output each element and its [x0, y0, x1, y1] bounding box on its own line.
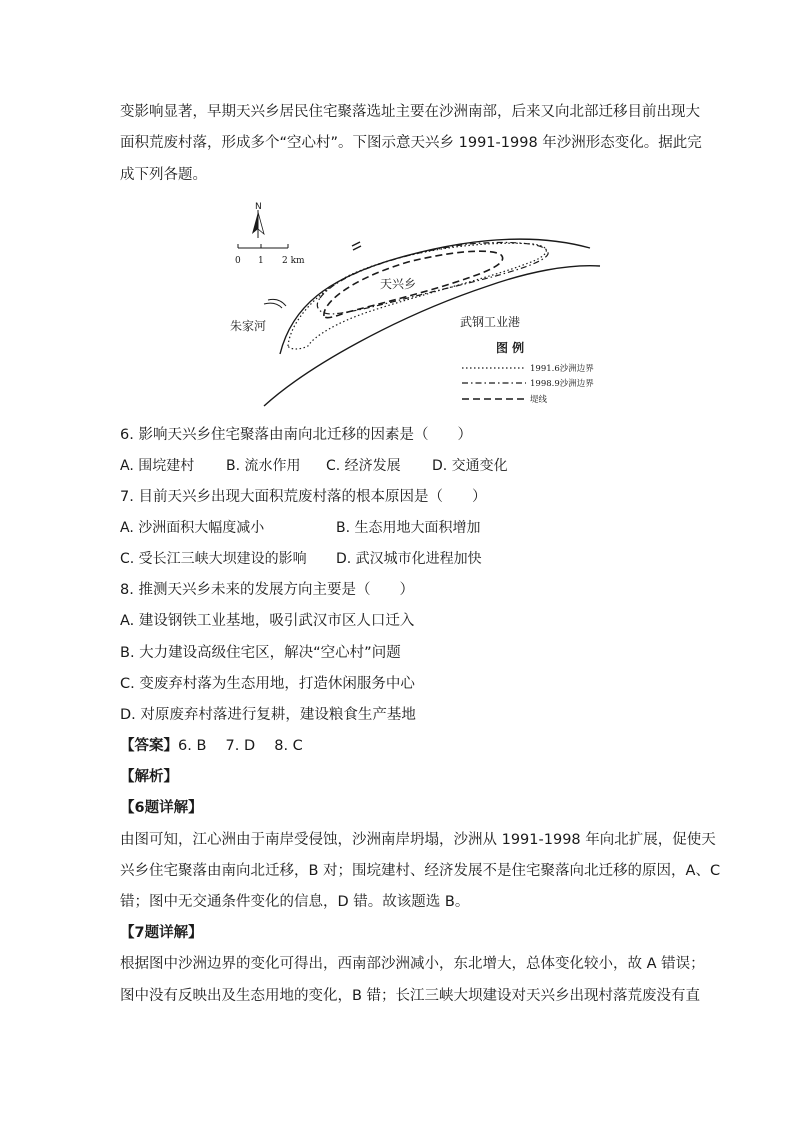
analysis-label: 【解析】 — [120, 769, 178, 785]
q7-detail-line-2: 图中没有反映出及生态用地的变化，B 错；长江三峡大坝建设对天兴乡出现村落荒废没有直 — [120, 988, 701, 1004]
legend-title: 图 例 — [496, 341, 525, 355]
question-7-options-row-1 — [120, 518, 481, 538]
map-legend — [462, 340, 594, 405]
north-arrow-icon — [252, 210, 264, 238]
answer-label: 【答案】 — [120, 738, 178, 754]
sandbar-map — [228, 196, 620, 410]
legend-item-1998: 1998.9沙洲边界 — [530, 379, 594, 389]
q7-detail-label: 【7题详解】 — [120, 925, 203, 941]
legend-item-dike: 堤线 — [530, 395, 548, 405]
sandbar-map-figure — [228, 196, 620, 410]
north-label: N — [255, 202, 262, 212]
answer-line — [120, 736, 690, 756]
q8-option-c: C. 变废弃村落为生态用地，打造休闲服务中心 — [120, 676, 415, 692]
dike-mark — [352, 242, 361, 250]
q7-option-c: C. 受长江三峡大坝建设的影响 — [120, 551, 307, 567]
label-zhujiahe: 朱家河 — [230, 319, 267, 333]
question-7-options-row-2 — [120, 549, 482, 569]
q6-option-d: D. 交通变化 — [432, 458, 508, 474]
q6-detail-label: 【6题详解】 — [120, 800, 203, 816]
question-6-options — [120, 456, 508, 476]
q6-detail-line-2: 兴乡住宅聚落由南向北迁移，B 对；围垸建村、经济发展不是住宅聚落向北迁移的原因，A、C — [120, 863, 721, 879]
scale-bar — [238, 244, 288, 248]
q6-option-a: A. 围垸建村 — [120, 458, 195, 474]
q7-option-d: D. 武汉城市化进程加快 — [336, 551, 482, 567]
scale-tick-2: 2 km — [282, 256, 305, 266]
intro-line-1: 变影响显著，早期天兴乡居民住宅聚落选址主要在沙洲南部，后来又向北部迁移目前出现大 — [120, 104, 700, 120]
q8-option-a: A. 建设钢铁工业基地，吸引武汉市区人口迁入 — [120, 613, 415, 629]
question-8-stem: 8. 推测天兴乡未来的发展方向主要是（ ） — [120, 582, 414, 598]
scale-tick-1: 1 — [258, 256, 264, 266]
legend-item-1991: 1991.6沙洲边界 — [530, 364, 594, 374]
question-6-stem: 6. 影响天兴乡住宅聚落由南向北迁移的因素是（ ） — [120, 427, 472, 443]
intro-line-2: 面积荒废村落，形成多个“空心村”。下图示意天兴乡 1991-1998 年沙洲形态变化。据此完 — [120, 135, 702, 151]
q8-option-b: B. 大力建设高级住宅区，解决“空心村”问题 — [120, 645, 401, 661]
q7-option-b: B. 生态用地大面积增加 — [336, 520, 481, 536]
label-wugang: 武钢工业港 — [460, 315, 521, 329]
q6-option-b: B. 流水作用 — [226, 458, 301, 474]
q6-option-c: C. 经济发展 — [326, 458, 401, 474]
q6-detail-line-1: 由图可知，江心洲由于南岸受侵蚀，沙洲南岸坍塌，沙洲从 1991-1998 年向北扩展，促使天 — [120, 832, 716, 848]
answer-text: 6. B 7. D 8. C — [178, 738, 303, 754]
q7-detail-line-1: 根据图中沙洲边界的变化可得出，西南部沙洲减小，东北增大，总体变化较小，故 A 错误； — [120, 956, 705, 972]
zhujiahe-mouth — [264, 299, 286, 308]
question-7-stem: 7. 目前天兴乡出现大面积荒废村落的根本原因是（ ） — [120, 489, 487, 505]
intro-line-3: 成下列各题。 — [120, 167, 207, 183]
scale-tick-0: 0 — [235, 256, 241, 266]
q6-detail-line-3: 错；图中无交通条件变化的信息，D 错。故该题选 B。 — [120, 894, 470, 910]
q8-option-d: D. 对原废弃村落进行复耕，建设粮食生产基地 — [120, 707, 416, 723]
label-tianxing: 天兴乡 — [380, 277, 417, 291]
q7-option-a: A. 沙洲面积大幅度减小 — [120, 520, 265, 536]
